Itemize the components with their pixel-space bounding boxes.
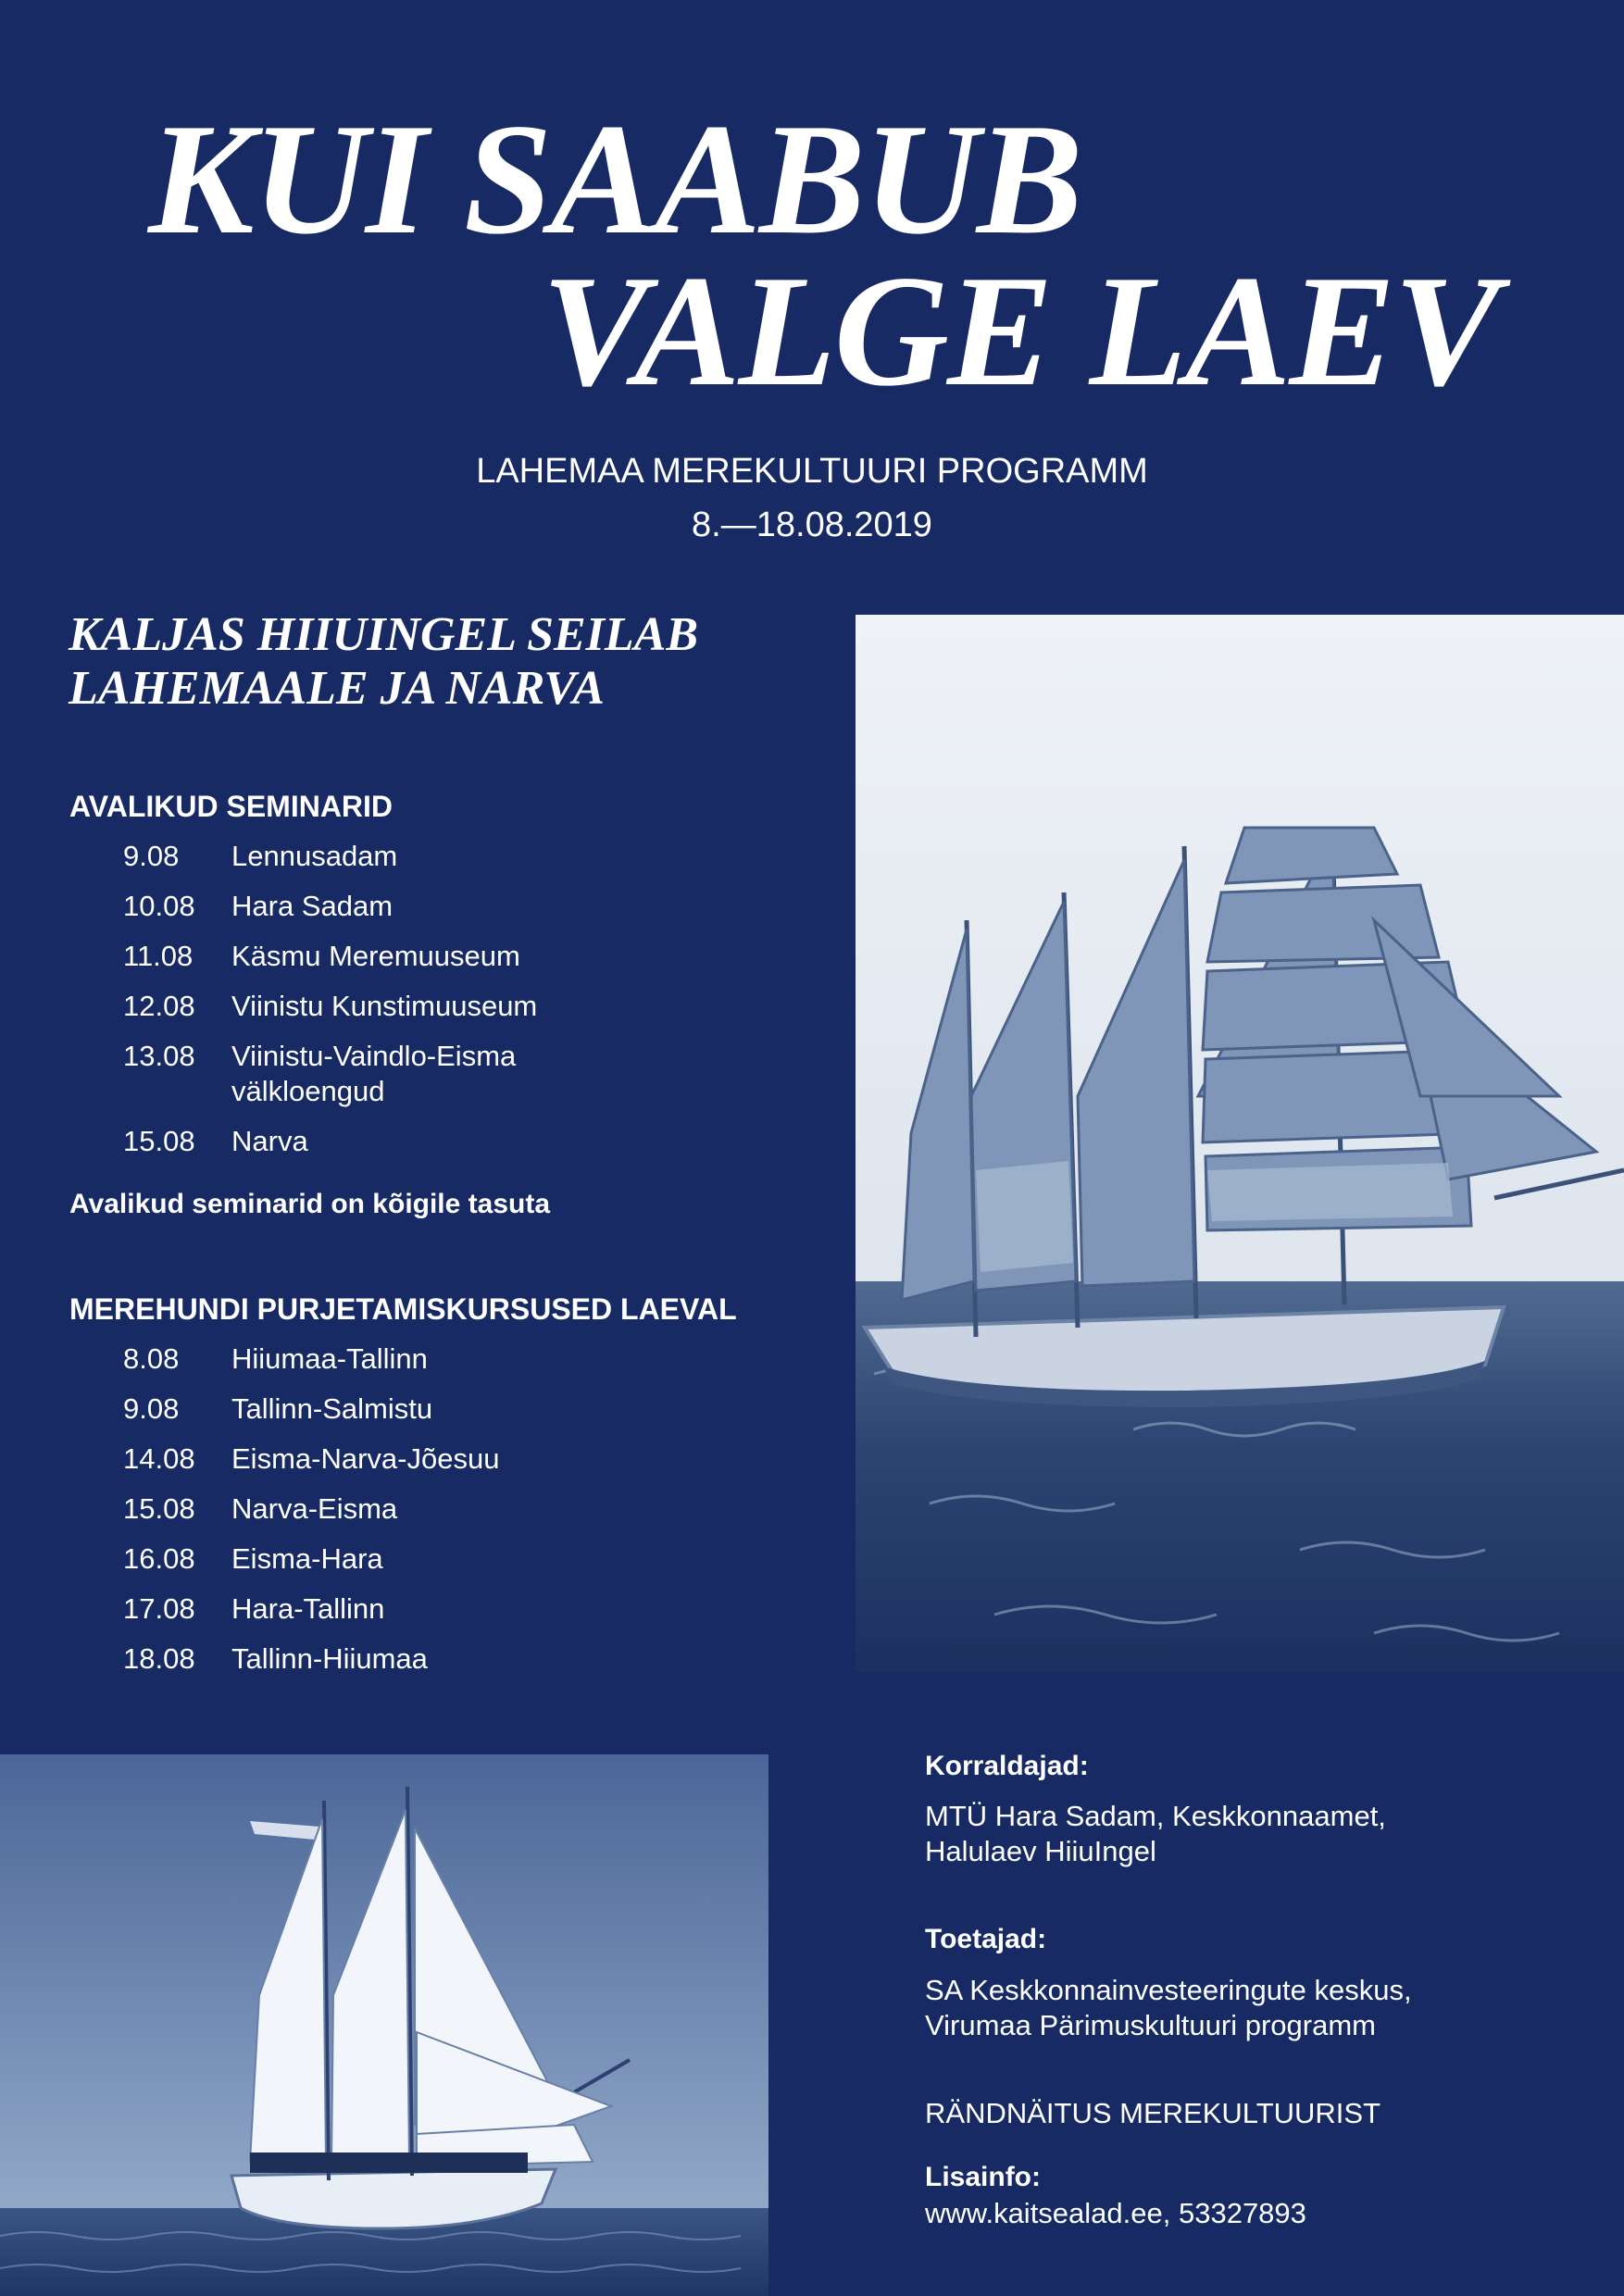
course-route: Eisma-Hara <box>231 1542 383 1575</box>
list-item <box>123 1491 642 1541</box>
supporters-label: Toetajad: <box>925 1924 1047 1954</box>
list-item <box>123 1641 642 1691</box>
seminar-place: Käsmu Meremuuseum <box>231 940 520 972</box>
title-line-1: KUI SAABUB <box>148 92 1081 268</box>
list-item <box>123 1441 642 1491</box>
courses-heading: MEREHUNDI PURJETAMISKURSUSED LAEVAL <box>69 1292 737 1326</box>
seminar-place: Narva <box>231 1125 308 1157</box>
feature-line-2: LAHEMAALE JA NARVA <box>69 662 605 715</box>
organizers-line-1: MTÜ Hara Sadam, Keskkonnaamet, <box>925 1800 1386 1832</box>
list-item <box>123 1391 642 1441</box>
more-info-text: www.kaitsealad.ee, 53327893 <box>925 2197 1306 2229</box>
supporters-line-1: SA Keskkonnainvesteeringute keskus, <box>925 1974 1412 2006</box>
seminar-date: 12.08 <box>123 990 195 1022</box>
list-item <box>123 889 642 939</box>
list-item <box>123 1341 642 1391</box>
sailing-ship-photo <box>856 615 1624 1672</box>
schooner-icon <box>0 1754 768 2296</box>
course-route: Tallinn-Salmistu <box>231 1392 433 1425</box>
sailing-ship-icon <box>856 615 1624 1672</box>
seminar-place: Viinistu-Vaindlo-Eisma välkloengud <box>231 1040 517 1107</box>
title-line-2: VALGE LAEV <box>542 243 1498 419</box>
course-date: 18.08 <box>123 1642 195 1675</box>
list-item <box>123 1591 642 1641</box>
exhibition-text: RÄNDNÄITUS MEREKULTUURIST <box>925 2097 1381 2129</box>
course-date: 15.08 <box>123 1492 195 1525</box>
list-item <box>123 1039 642 1124</box>
course-route: Hara-Tallinn <box>231 1592 385 1625</box>
list-item <box>123 1541 642 1591</box>
organizers-line-2: Halulaev HiiuIngel <box>925 1835 1156 1867</box>
course-route: Narva-Eisma <box>231 1492 398 1525</box>
course-date: 8.08 <box>123 1342 180 1375</box>
seminar-date: 15.08 <box>123 1125 195 1157</box>
course-date: 9.08 <box>123 1392 180 1425</box>
supporters-line-2: Virumaa Pärimuskultuuri programm <box>925 2009 1376 2041</box>
courses-list <box>123 1341 642 1691</box>
seminar-date: 11.08 <box>123 940 194 972</box>
seminar-date: 9.08 <box>123 840 180 872</box>
seminar-place: Viinistu Kunstimuuseum <box>231 990 538 1022</box>
organizers-label: Korraldajad: <box>925 1751 1089 1781</box>
feature-line-1: KALJAS HIIUINGEL SEILAB <box>69 608 699 661</box>
list-item <box>123 989 642 1039</box>
seminar-place: Lennusadam <box>231 840 398 872</box>
course-date: 17.08 <box>123 1592 195 1625</box>
course-date: 14.08 <box>123 1442 195 1475</box>
seminar-date: 13.08 <box>123 1040 195 1072</box>
course-route: Eisma-Narva-Jõesuu <box>231 1442 500 1475</box>
seminars-list <box>123 839 642 1174</box>
list-item <box>123 839 642 889</box>
course-date: 16.08 <box>123 1542 195 1575</box>
program-name: LAHEMAA MEREKULTUURI PROGRAMM <box>476 452 1148 491</box>
list-item <box>123 1124 642 1174</box>
course-route: Tallinn-Hiiumaa <box>231 1642 428 1675</box>
schooner-photo <box>0 1754 768 2296</box>
seminars-note: Avalikud seminarid on kõigile tasuta <box>69 1189 551 1219</box>
list-item <box>123 939 642 989</box>
course-route: Hiiumaa-Tallinn <box>231 1342 428 1375</box>
program-dates: 8.—18.08.2019 <box>692 505 932 544</box>
seminar-date: 10.08 <box>123 890 195 922</box>
seminars-heading: AVALIKUD SEMINARID <box>69 790 394 823</box>
more-info-label: Lisainfo: <box>925 2162 1041 2192</box>
seminar-place: Hara Sadam <box>231 890 394 922</box>
